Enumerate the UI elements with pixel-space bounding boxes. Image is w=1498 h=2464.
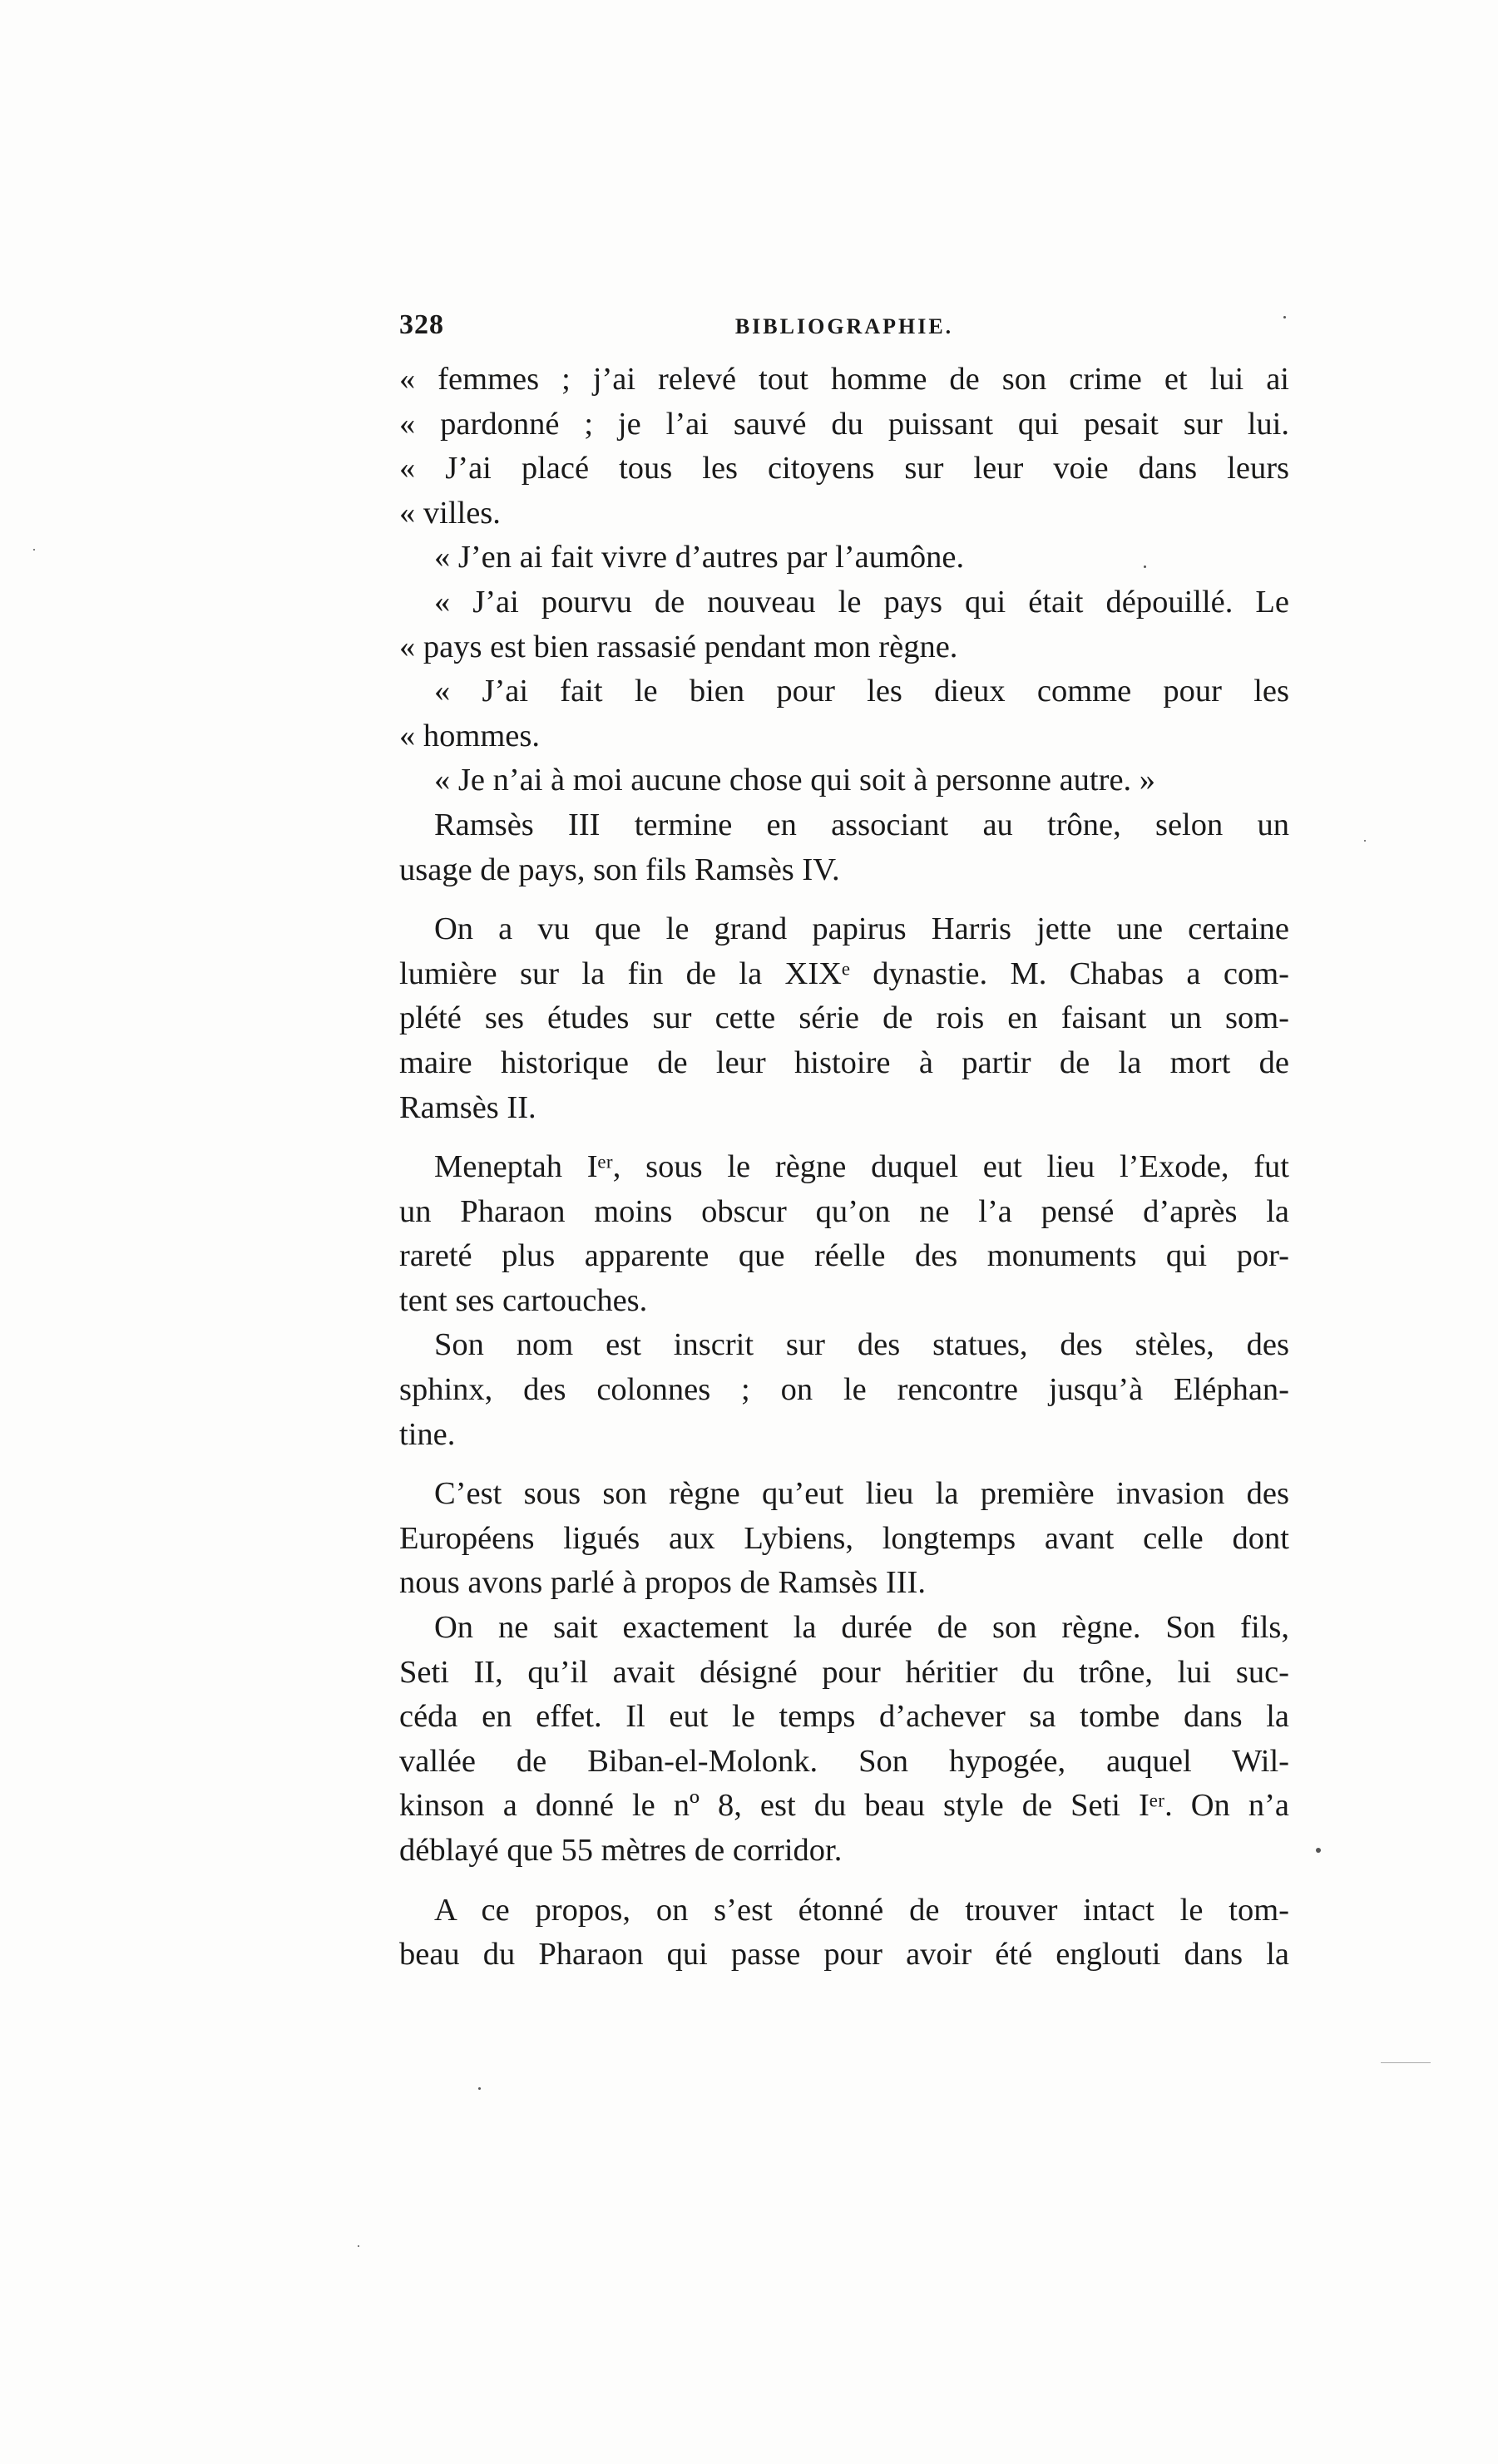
scan-speck (1381, 2062, 1431, 2063)
text-line: « J’ai fait le bien pour les dieux comme pour les (434, 674, 1289, 709)
scan-speck (1364, 840, 1366, 842)
text-line: C’est sous son règne qu’eut lieu la première invasion des (434, 1476, 1289, 1512)
running-title: BIBLIOGRAPHIE. (734, 314, 954, 338)
text-line: Meneptah Iᵉʳ, sous le règne duquel eut lieu l’Exode, fut (434, 1149, 1289, 1185)
scan-speck (1316, 1848, 1321, 1853)
text-line: « pays est bien rassasié pendant mon règne. (399, 629, 958, 664)
text-line: plété ses études sur cette série de rois en faisant un som- (399, 1000, 1289, 1036)
text-line: Ramsès II. (399, 1089, 536, 1125)
text-line: « J’ai placé tous les citoyens sur leur voie dans leurs (399, 451, 1289, 486)
text-line: Seti II, qu’il avait désigné pour héritier du trône, lui suc- (399, 1654, 1289, 1690)
text-line: Son nom est inscrit sur des statues, des stèles, des (434, 1327, 1289, 1363)
page-number: 328 (399, 309, 444, 340)
text-line: kinson a donné le nº 8, est du beau style de Seti Iᵉʳ. On n’a (399, 1788, 1289, 1824)
text-line: sphinx, des colonnes ; on le rencontre jusqu’à Eléphan- (399, 1372, 1289, 1408)
text-line: un Pharaon moins obscur qu’on ne l’a pensé d’après la (399, 1193, 1289, 1229)
text-line: Européens ligués aux Lybiens, longtemps avant celle dont (399, 1520, 1289, 1556)
text-line: céda en effet. Il eut le temps d’achever sa tombe dans la (399, 1699, 1289, 1735)
scan-speck (33, 549, 35, 551)
text-line: « hommes. (399, 718, 540, 753)
text-line: « pardonné ; je l’ai sauvé du puissant qui pesait sur lui. (399, 406, 1289, 442)
text-line: rareté plus apparente que réelle des monuments qui por- (399, 1238, 1289, 1274)
scan-speck (1144, 565, 1146, 568)
scan-speck (358, 2245, 359, 2247)
text-line: « J’en ai fait vivre d’autres par l’aumône. (434, 540, 965, 575)
text-line: usage de pays, son fils Ramsès IV. (399, 852, 840, 887)
text-line: A ce propos, on s’est étonné de trouver intact le tom- (434, 1892, 1289, 1928)
text-line: vallée de Biban-el-Molonk. Son hypogée, auquel Wil- (399, 1743, 1289, 1779)
scan-speck (1283, 316, 1286, 318)
scan-speck (478, 2087, 481, 2090)
text-line: déblayé que 55 mètres de corridor. (399, 1833, 843, 1868)
text-line: nous avons parlé à propos de Ramsès III. (399, 1565, 926, 1601)
text-line: tent ses cartouches. (399, 1282, 648, 1318)
text-line: « femmes ; j’ai relevé tout homme de son crime et lui ai (399, 362, 1289, 397)
text-line: « Je n’ai à moi aucune chose qui soit à personne autre. » (434, 763, 1156, 798)
text-line: tine. (399, 1416, 456, 1452)
text-line: « villes. (399, 495, 501, 531)
text-line: lumière sur la fin de la XIXᵉ dynastie. M. Chabas a com- (399, 955, 1289, 991)
page-header (399, 309, 1289, 351)
text-line: beau du Pharaon qui passe pour avoir été englouti dans la (399, 1937, 1289, 1973)
text-line: maire historique de leur histoire à partir de la mort de (399, 1044, 1289, 1080)
body-text (399, 358, 1289, 1978)
text-line: « J’ai pourvu de nouveau le pays qui était dépouillé. Le (434, 584, 1289, 620)
text-line: On a vu que le grand papirus Harris jette une certaine (434, 911, 1289, 947)
text-line: Ramsès III termine en associant au trône, selon un (434, 807, 1289, 842)
text-line: On ne sait exactement la durée de son règne. Son fils, (434, 1610, 1289, 1646)
